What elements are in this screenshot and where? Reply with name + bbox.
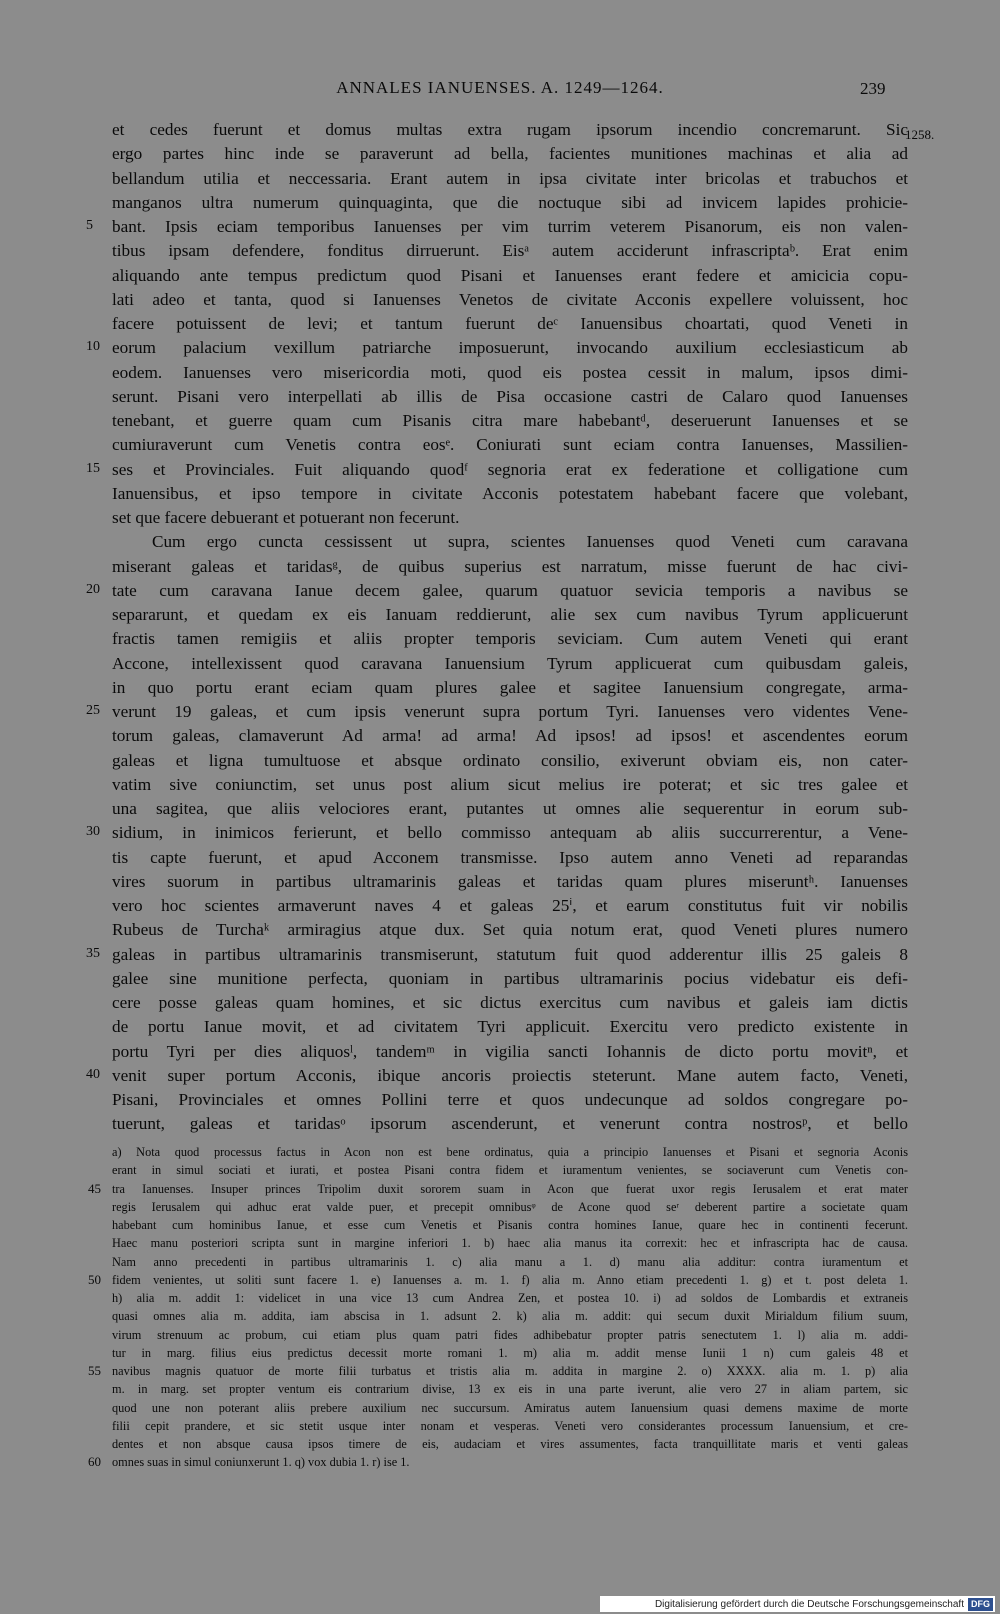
text-line: sidium, in inimicos ferierunt, et bello commisso antequam ab aliis succurrerentur, a Vene- <box>112 823 908 843</box>
text-line: tate cum caravana Ianue decem galee, quarum quatuor sevicia temporis a navibus se <box>112 580 908 600</box>
text-line: cere posse galeas quam homines, et sic dictus exercitus cum navibus et galeis iam dictis <box>112 993 908 1012</box>
footnote-line: virum strenuum ac probum, cui etiam plus quam patri fides adhibebatur propter patris senectutem 1. l) alia m. addi- <box>112 1327 908 1342</box>
line-number: 40 <box>86 1066 100 1082</box>
text-line: vatim sive coniunctim, set unus post alium sicut melius ire poterat; et sic tres galee et <box>112 774 908 794</box>
line-number: 15 <box>86 460 100 476</box>
text-line: ses et Provinciales. Fuit aliquando quodᶠ segnoria erat ex federatione et colligatione cum <box>112 459 908 479</box>
text-line: tenebant, et guerre quam cum Pisanis citra mare habebantᵈ, deseruerunt Ianuenses et se <box>112 411 908 430</box>
footnote-line-number: 60 <box>88 1454 101 1470</box>
footnote-line: tra Ianuenses. Insuper princes Tripolim duxit sororem suam in Acon que fuerat uxor regis Ierusalem et erat mater <box>112 1181 908 1196</box>
text-line: manganos ultra numerum quinquaginta, que die noctuque sibi ad invicem lapides prohicie- <box>112 192 908 212</box>
text-line: galee sine munitione perfecta, quoniam in partibus ultramarinis pocius videbatur eis defi- <box>112 968 908 988</box>
footnote-line: regis Ierusalem qui adhuc erat valde puer, et precepit omnibusᵠ de Acone quod seʳ deberent partire a societate quam <box>112 1199 908 1214</box>
text-line: Accone, intellexissent quod caravana Ianuensium Tyrum applicuerat cum quibusdam galeis, <box>112 653 908 673</box>
footnote-line: m. in marg. set propter ventum eis contrarium divise, 13 ex eis in una parte iverunt, alie vero 27 in aliam partem, sic <box>112 1382 908 1397</box>
text-line: cumiuraverunt cum Venetis contra eosᵉ. Coniurati sunt eciam contra Ianuenses, Massilien- <box>112 435 908 455</box>
footnote-line: h) alia m. addit 1: videlicet in una vice 13 cum Andrea Zen, et postea 10. i) ad soldos de Lombardis et extraneis <box>112 1291 908 1305</box>
text-line: in quo portu erant eciam quam plures galee et sagitee Ianuensium congregate, arma- <box>112 677 908 697</box>
text-line: vero hoc scientes armaverunt naves 4 et galeas 25ⁱ, et earum constitutus fuit vir nobilis <box>112 896 908 915</box>
footnote-line: a) Nota quod processus factus in Acon non est bene ordinatus, quia a principio Ianuenses et Pisani et segnoria Aconis <box>112 1145 908 1159</box>
text-line: ergo partes hinc inde se paraverunt ad bella, facientes munitiones machinas et alia ad <box>112 144 908 164</box>
text-line: separarunt, et quedam ex eis Ianuam reddierunt, alie sex cum navibus Tyrum applicuerunt <box>112 605 908 624</box>
main-text <box>112 118 908 1137</box>
footnote-line-number: 45 <box>88 1180 101 1196</box>
footnote-line: dentes et non absque causa ipsos timere de eis, audaciam et vires assumentes, facta tranquillitate maris et venti galeas <box>112 1437 908 1451</box>
funding-notice: Digitalisierung gefördert durch die Deutsche Forschungsgemeinschaft <box>654 1598 964 1610</box>
text-line: miserant galeas et taridasᵍ, de quibus superius est narratum, misse fuerunt de hac civi- <box>112 556 908 576</box>
footnote-line: erant in simul sociati et iurati, et postea Pisani contra fidem et iuramentum venientes, se sociaverunt cum Venetis con- <box>112 1163 908 1178</box>
text-line: bellandum utilia et neccessaria. Erant autem in ipsa civitate inter bricolas et trabuchos et <box>112 168 908 188</box>
text-line: galeas et ligna tumultuose et absque ordinato consilio, exiverunt obviam eis, non cater- <box>112 750 908 770</box>
footer-banner[interactable] <box>600 1596 995 1612</box>
text-line: eorum palacium vexillum patriarche imposuerunt, invocando auxilium ecclesiasticum ab <box>112 338 908 358</box>
footnote-line: Nam anno precedenti in partibus ultramarinis 1. c) alia manu a 1. d) manu alia additur: contra iuramentum et <box>112 1254 908 1269</box>
text-line: lati adeo et tanta, quod si Ianuenses Venetos de civitate Acconis expellere voluissent, hoc <box>112 289 908 309</box>
text-line: facere potuissent de levi; et tantum fuerunt deᶜ Ianuensibus choartati, quod Veneti in <box>112 314 908 333</box>
text-line: eodem. Ianuenses vero misericordia moti, quod eis postea cessit in malum, ipsos dimi- <box>112 362 908 382</box>
footnote-line-number: 55 <box>88 1363 101 1378</box>
text-line: Ianuensibus, et ipso tempore in civitate Acconis potestatem habebant facere que volebant, <box>112 483 908 503</box>
text-line: galeas in partibus ultramarinis transmiserunt, statutum fuit quod adderentur illis 25 galeis 8 <box>112 944 908 964</box>
text-line: tibus ipsam defendere, fonditus dirruerunt. Eisᵃ autem acciderunt infrascriptaᵇ. Erat enim <box>112 241 908 261</box>
footnote-line: filii cepit prandere, et sic stetit usque inter nonam et vesperas. Veneti vero considerantes processum Ianuensium, et cre- <box>112 1418 908 1433</box>
page-number: 239 <box>860 79 886 98</box>
text-line: fractis tamen remigiis et aliis propter temporis seviciam. Cum autem Veneti qui erant <box>112 629 908 649</box>
line-number: 10 <box>86 339 100 355</box>
text-line: venit super portum Acconis, ibique ancoris proiectis steterunt. Mane autem facto, Veneti, <box>112 1065 908 1085</box>
margin-year: 1258. <box>905 127 935 142</box>
footnote-line: tur in marg. filius eius predictus decessit morte romani 1. m) alia m. addit mense Iunii 1 n) cum galeis 48 et <box>112 1345 908 1360</box>
footnote-line-number: 50 <box>88 1271 101 1287</box>
text-line: Cum ergo cuncta cessissent ut supra, scientes Ianuenses quod Veneti cum caravana <box>152 532 908 552</box>
line-number: 20 <box>86 581 100 597</box>
footnotes <box>112 1143 908 1472</box>
text-line: Pisani, Provinciales et omnes Pollini terre et quos undecunque ad soldos congregare po- <box>112 1090 908 1109</box>
text-line: verunt 19 galeas, et cum ipsis venerunt supra portum Tyri. Ianuenses vero videntes Vene- <box>112 702 908 721</box>
text-line: aliquando ante tempus predictum quod Pisani et Ianuenses erant federe et amicicia copu- <box>112 265 908 285</box>
text-line: set que facere debuerant et potuerant non fecerunt. <box>112 508 460 527</box>
footnote-line: navibus magnis quatuor de morte filii turbatus et tristis alia m. addita in margine 2. o) XXXX. alia m. 1. p) alia <box>112 1364 908 1378</box>
text-line: Rubeus de Turchaᵏ armiragius atque dux. Set quia notum erat, quod Veneti plures numero <box>112 920 908 940</box>
footnote-line: quod une non poterant aliis prebere auxilium nec succursum. Amiratus autem Ianuensium quasi demens maxime de morte <box>112 1400 908 1415</box>
footnote-line: Haec manu posteriori scripta sunt in margine inferiori 1. b) haec alia manus ita correxit: hec et infrascripta hac de causa. <box>112 1236 908 1251</box>
text-line: tuerunt, galeas et taridasᵒ ipsorum ascenderunt, et venerunt contra nostrosᵖ, et bello <box>112 1114 908 1134</box>
text-line: torum galeas, clamaverunt Ad arma! ad arma! Ad ipsos! ad ipsos! et ascendentes eorum <box>112 726 908 746</box>
footnote-line: fidem venientes, ut soliti sunt facere 1. e) Ianuenses a. m. 1. f) alia m. Anno etiam precedenti 1. g) et t. post deleta 1. <box>112 1272 908 1287</box>
line-number: 5 <box>86 218 93 233</box>
line-number: 35 <box>86 945 100 961</box>
text-line: de portu Ianue movit, et ad civitatem Tyri applicuit. Exercitu vero predicto existente in <box>112 1017 908 1037</box>
footnote-line: quasi omnes alia m. addita, iam abscisa in 1. adsunt 2. k) alia m. addit: qui secum duxit Mirialdum filium suum, <box>112 1309 908 1324</box>
text-line: tis capte fuerunt, et apud Acconem transmisse. Ipso autem anno Veneti ad reparandas <box>112 847 908 867</box>
text-line: bant. Ipsis eciam temporibus Ianuenses per vim turrim veterem Pisanorum, eis non valen- <box>112 217 908 236</box>
text-line: una sagitea, que aliis velociores erant, putantes ut omnes alie sequerentur in eorum sub- <box>112 799 908 818</box>
text-line: vires suorum in partibus ultramarinis galeas et taridas quam plures miseruntʰ. Ianuenses <box>112 871 908 891</box>
footnote-line: habebant cum hominibus Ianue, et esse cum Venetis et Pisanis contra homines Ianue, quare hec in continenti fecerunt. <box>112 1218 908 1232</box>
dfg-logo: DFG <box>968 1598 993 1611</box>
text-line: et cedes fuerunt et domus multas extra rugam ipsorum incendio concremarunt. Sic <box>112 120 908 139</box>
line-number: 30 <box>86 824 100 840</box>
running-title: ANNALES IANUENSES. A. 1249—1264. <box>336 78 664 97</box>
text-line: serunt. Pisani vero interpellati ab illis de Pisa occasione castri de Calaro quod Ianuenses <box>112 386 908 406</box>
footnote-line: omnes suas in simul coniunxerunt 1. q) vox dubia 1. r) ise 1. <box>112 1455 410 1470</box>
line-number: 25 <box>86 703 100 718</box>
text-line: portu Tyri per dies aliquosˡ, tandemᵐ in vigilia sancti Iohannis de dicto portu movitⁿ, et <box>112 1041 908 1061</box>
